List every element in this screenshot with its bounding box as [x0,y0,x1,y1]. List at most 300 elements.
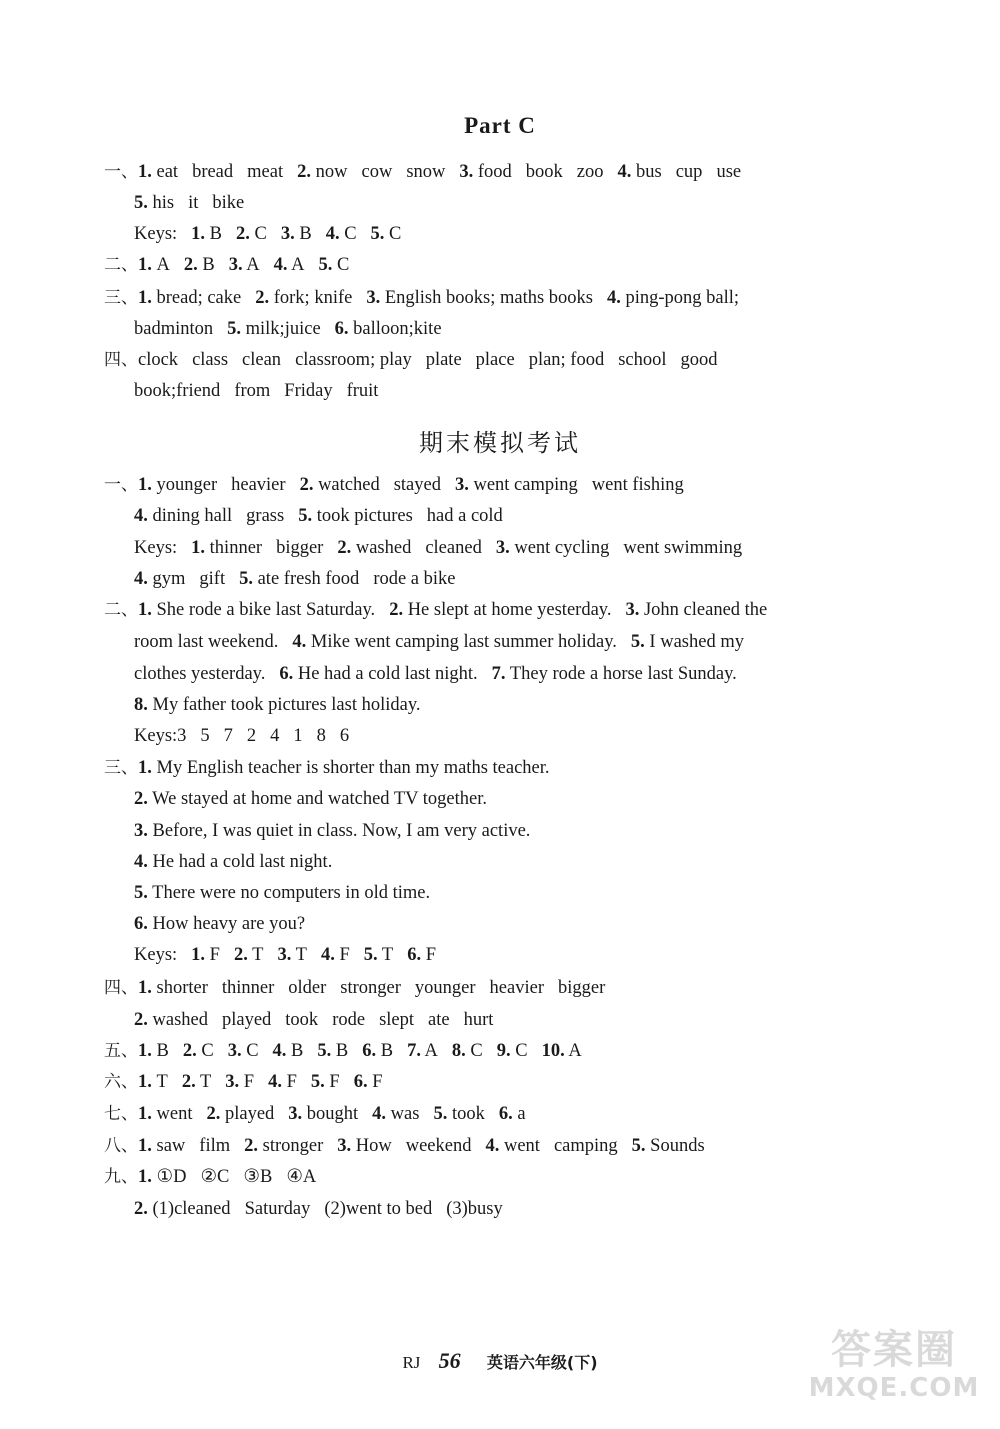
answer-item [134,852,332,872]
answer-line [134,693,421,717]
answer-item [191,224,222,244]
item-text: heavier [489,978,544,998]
answer-item [632,1136,705,1156]
item-text: clock [138,350,179,370]
item-number: 2. [182,1041,197,1061]
item-number: 3. [288,1104,303,1124]
item-number: 5. [227,319,242,339]
item-text: F [372,1072,383,1092]
item-text: They rode a horse last Sunday. [509,664,737,684]
answer-item [246,506,284,526]
answer-item [427,506,503,526]
item-text: played [224,1104,275,1124]
answer-line [134,881,430,905]
item-number: 4. [268,1072,282,1092]
item-text: took pictures [316,506,413,526]
answer-item [394,475,441,495]
answer-item [492,664,737,684]
answer-line [134,724,349,748]
answer-line [134,317,442,341]
item-text: bigger [557,978,606,998]
answer-item [372,1104,419,1124]
answer-item [199,569,225,589]
question-number-label: 二、 [104,255,138,275]
item-text: bought [306,1104,359,1124]
item-text: She rode a bike last Saturday. [156,600,376,620]
item-text: dining hall [152,506,233,526]
answer-item [234,945,263,965]
item-text: good [680,350,718,370]
answer-line [104,1102,526,1126]
item-number: 4. [320,945,335,965]
answer-item [138,475,217,495]
item-text: classroom; play [295,350,412,370]
answer-item [364,945,393,965]
answer-item [340,726,349,746]
item-text: A [568,1041,582,1061]
answer-item [324,1199,432,1219]
answer-line [104,976,605,1000]
answer-line [104,598,767,622]
item-text: clothes yesterday. [134,664,266,684]
answer-item [236,224,267,244]
answer-item [138,1136,185,1156]
answer-item [332,1010,365,1030]
item-text: food [477,162,512,182]
answer-item [618,162,662,182]
final-exam-title: 期末模拟考试 [419,429,581,457]
item-text: 5 [200,726,210,746]
answer-item [228,1041,259,1061]
item-number: 3. [366,288,381,308]
answer-line [104,1134,705,1158]
answer-item [554,1136,618,1156]
answer-item [138,255,170,275]
answer-item [227,319,321,339]
item-number: 4. [606,288,621,308]
item-text: English books; maths books [384,288,593,308]
item-text: F [425,945,437,965]
answer-item [347,381,379,401]
item-text: grass [246,506,285,526]
item-number: 3. [277,945,292,965]
item-text: washed [355,538,412,558]
item-text: gift [199,569,226,589]
answer-line [134,850,332,874]
item-number: 1. [138,255,152,275]
item-text: took [451,1104,485,1124]
answer-item [134,914,305,934]
answer-item [279,664,477,684]
answer-item [222,1010,271,1030]
answer-item [134,224,177,244]
answer-line [104,160,741,184]
question-number-label: 八、 [104,1136,138,1156]
item-text: stayed [393,475,441,495]
item-text: class [192,350,229,370]
item-number: 7. [491,664,506,684]
item-text: camping [553,1136,618,1156]
watermark-url: MXQE.COM [808,1373,980,1403]
answer-item [231,475,285,495]
answer-item [446,1199,503,1219]
item-number: 1. [138,1167,152,1187]
item-number: 4. [485,1136,500,1156]
item-text: C [254,224,267,244]
item-text: younger [414,978,476,998]
answer-item [284,381,332,401]
item-number: 2. [233,945,248,965]
item-text: meat [247,162,284,182]
item-number: 3. [228,255,243,275]
answer-item [134,883,430,903]
item-number: 2. [389,600,404,620]
item-text: 6 [339,726,350,746]
item-number: 6. [353,1072,368,1092]
item-text: C [336,255,350,275]
item-text: Sounds [650,1136,705,1156]
answer-item [243,1167,272,1187]
answer-item [326,224,357,244]
item-text: stronger [340,978,401,998]
item-text: eat [156,162,179,182]
answer-item [526,162,563,182]
item-text: bread; cake [156,288,242,308]
item-number: 2. [299,475,314,495]
item-text: went [503,1136,540,1156]
answer-item [459,162,511,182]
item-text: went swimming [623,538,743,558]
answer-line [104,253,349,277]
item-text: older [288,978,327,998]
item-number: 5. [310,1072,325,1092]
item-text: from [234,381,271,401]
item-text: cup [675,162,703,182]
answer-item [389,600,611,620]
item-text: saw [156,1136,186,1156]
answer-item [542,1041,582,1061]
answer-item [558,978,605,998]
item-number: 2. [297,162,311,182]
answer-item [607,288,739,308]
item-number: 5. [298,506,313,526]
item-number: 6. [498,1104,513,1124]
answer-item [255,288,352,308]
item-text: book [525,162,563,182]
answer-item [298,506,413,526]
item-number: 9. [496,1041,511,1061]
item-number: 2. [206,1104,221,1124]
answer-item [318,255,349,275]
answer-item [192,350,228,370]
item-number: 5. [370,224,385,244]
item-text: thinner [221,978,275,998]
answer-item [340,978,401,998]
item-number: 5. [134,193,148,213]
item-text: took [285,1010,319,1030]
answer-item [286,1167,316,1187]
item-text: film [199,1136,231,1156]
item-text: ②C [200,1167,230,1187]
answer-item [407,1041,438,1061]
item-number: 5. [630,632,645,652]
item-text: A [424,1041,438,1061]
answer-line [134,536,742,560]
item-number: 1. [138,1136,152,1156]
item-text: F [209,945,220,965]
answer-line [134,787,487,811]
item-text: place [475,350,515,370]
question-number-label: 一、 [104,475,138,495]
item-text: C [515,1041,528,1061]
item-text: badminton [134,319,214,339]
answer-item [134,1199,231,1219]
item-number: 1. [138,978,152,998]
item-text: now [315,162,348,182]
item-text: bike [212,193,245,213]
item-number: 4. [134,506,148,526]
item-text: My father took pictures last holiday. [152,695,421,715]
item-text: B [291,1041,304,1061]
answer-line [134,504,503,528]
answer-item [247,162,283,182]
answer-item [191,945,220,965]
answer-line [134,222,401,246]
item-text: C [201,1041,214,1061]
answer-item [529,350,605,370]
answer-item [618,350,666,370]
item-number: 7. [407,1041,421,1061]
answer-line [134,567,456,591]
answer-item [276,538,323,558]
item-text: How [355,1136,392,1156]
item-text: use [716,162,742,182]
item-number: 3. [459,162,474,182]
answer-item [138,1104,192,1124]
item-text: T [199,1072,212,1092]
item-text: weekend [405,1136,472,1156]
answer-item [192,162,233,182]
item-text: went fishing [591,475,684,495]
item-number: 4. [134,569,148,589]
item-text: a [517,1104,526,1124]
answer-item [497,1041,528,1061]
item-number: 6. [334,319,349,339]
answer-item [623,538,742,558]
item-number: 1. [138,288,152,308]
item-text: zoo [576,162,604,182]
item-text: washed [152,1010,208,1030]
item-text: He slept at home yesterday. [407,600,612,620]
item-text: 1 [293,726,303,746]
answer-item [379,1010,414,1030]
answer-item [335,319,442,339]
item-text: (2)went to bed [324,1199,433,1219]
question-number-label: 五、 [104,1041,138,1061]
item-text: We stayed at home and watched TV together. [152,789,488,809]
item-number: 4. [325,224,340,244]
item-text: bigger [276,538,324,558]
page-number: 56 [438,1348,461,1373]
item-text: gym [152,569,186,589]
question-number-label: 四、 [104,350,138,370]
item-number: 4. [273,255,288,275]
item-number: 1. [138,1072,152,1092]
answer-item [681,350,718,370]
item-text: fruit [346,381,379,401]
item-text: C [344,224,357,244]
answer-item [134,569,185,589]
answer-item [183,1041,214,1061]
item-text: school [618,350,667,370]
item-text: cow [361,162,393,182]
answer-item [292,632,617,652]
answer-line [134,662,737,686]
answer-item [373,569,455,589]
item-text: There were no computers in old time. [152,883,431,903]
item-text: room last weekend. [134,632,279,652]
answer-item [476,350,515,370]
answer-item [317,726,326,746]
item-text: ③B [243,1167,273,1187]
item-text: C [246,1041,259,1061]
item-number: 1. [138,1104,152,1124]
item-text: I washed my [649,632,744,652]
answer-line [104,1070,382,1094]
answer-item [134,789,487,809]
item-text: B [299,224,312,244]
answer-item [134,506,232,526]
item-text: plan; food [528,350,605,370]
answer-item [288,978,326,998]
item-text: C [470,1041,483,1061]
answer-item [625,600,767,620]
answer-item [225,1072,254,1092]
answer-item [288,1104,358,1124]
answer-item [452,1041,483,1061]
item-text: 2 [246,726,257,746]
answer-item [297,162,347,182]
watermark-logo [804,1327,984,1407]
item-text: clean [242,350,282,370]
item-text: stronger [262,1136,324,1156]
item-number: 1. [138,600,152,620]
item-number: 10. [541,1041,565,1061]
item-text: B [335,1041,349,1061]
answer-item [212,193,244,213]
answer-item [200,1167,229,1187]
item-text: T [295,945,307,965]
answer-item [134,695,421,715]
item-number: 1. [191,945,206,965]
answer-item [206,1104,274,1124]
answer-item [234,381,270,401]
answer-item [716,162,741,182]
item-text: heavier [231,475,286,495]
question-number-label: 一、 [104,162,138,182]
answer-item [300,475,380,495]
answer-item [281,224,312,244]
answer-item [285,1010,318,1030]
item-text: cleaned [425,538,482,558]
item-text: younger [156,475,218,495]
answer-item [134,945,177,965]
item-text: rode a bike [373,569,456,589]
answer-line [134,379,378,403]
item-text: B [156,1041,169,1061]
item-number: 5. [363,945,378,965]
answer-item [425,538,482,558]
item-text: snow [406,162,446,182]
item-text: bread [192,162,234,182]
item-text: his [152,193,175,213]
item-text: thinner [209,538,263,558]
item-text: had a cold [426,506,503,526]
item-number: 2. [337,538,352,558]
item-number: 1. [191,538,206,558]
answer-item [433,1104,484,1124]
answer-item [222,978,274,998]
answer-item [138,350,178,370]
answer-item [244,1136,323,1156]
item-text: ate fresh food [257,569,360,589]
answer-item [199,1136,230,1156]
item-text: went [156,1104,193,1124]
item-number: 4. [372,1104,387,1124]
item-text: rode [332,1010,366,1030]
item-number: 8. [134,695,148,715]
answer-item [406,162,445,182]
item-text: fork; knife [273,288,353,308]
answer-item [273,1041,304,1061]
item-number: 3. [454,475,469,495]
answer-item [134,319,213,339]
item-text: A [156,255,170,275]
item-text: ate [428,1010,450,1030]
item-number: 1. [138,162,152,182]
answer-item [354,1072,383,1092]
answer-item [229,255,260,275]
item-number: 6. [279,664,294,684]
answer-item [245,1199,311,1219]
answer-item [311,1072,340,1092]
watermark-top-text: 答案圈 [831,1327,957,1373]
item-text: T [252,945,264,965]
item-number: 2. [134,1199,148,1219]
item-text: Keys: [134,538,178,558]
item-text: Keys: [134,945,178,965]
item-text: B [209,224,223,244]
answer-item [138,758,550,778]
item-number: 2. [255,288,270,308]
answer-item [184,255,215,275]
item-text: went camping [473,475,578,495]
item-text: T [381,945,394,965]
item-text: F [243,1072,255,1092]
item-text: Saturday [244,1199,311,1219]
answer-line [134,819,530,843]
answer-item [337,538,411,558]
item-number: 3. [337,1136,352,1156]
item-number: 8. [451,1041,466,1061]
item-text: went cycling [514,538,610,558]
item-text: 7 [223,726,233,746]
answer-item [295,350,412,370]
answer-item [188,193,198,213]
answer-item [485,1136,539,1156]
item-number: 3. [227,1041,242,1061]
answer-line [104,473,684,497]
